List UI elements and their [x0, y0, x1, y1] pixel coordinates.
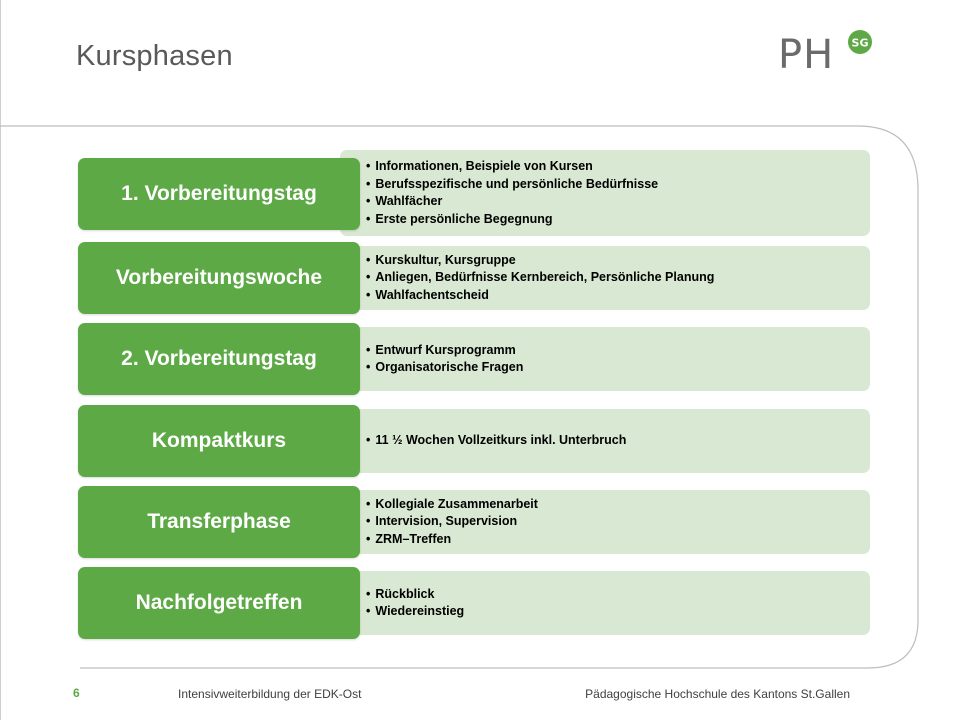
- phase-details-4: [340, 409, 870, 473]
- detail-item: • Erste persönliche Begegnung: [366, 211, 870, 229]
- footer-course-name: Intensivweiterbildung der EDK-Ost: [178, 687, 362, 701]
- detail-item: • Rückblick: [366, 586, 870, 604]
- phase-box-6: Nachfolgetreffen: [78, 567, 360, 639]
- page-number: 6: [73, 686, 80, 700]
- svg-text:SG: SG: [851, 36, 869, 50]
- detail-item: • Organisatorische Fragen: [366, 359, 870, 377]
- phase-details-1: [340, 150, 870, 236]
- detail-item: • ZRM–Treffen: [366, 531, 870, 549]
- footer-institution: Pädagogische Hochschule des Kantons St.Gallen: [585, 687, 850, 701]
- phase-details-3: [340, 327, 870, 391]
- phase-box-3: 2. Vorbereitungstag: [78, 323, 360, 395]
- phase-box-1: 1. Vorbereitungstag: [78, 158, 360, 230]
- phase-box-5: Transferphase: [78, 486, 360, 558]
- detail-item: • Anliegen, Bedürfnisse Kernbereich, Persönliche Planung: [366, 269, 870, 287]
- phase-details-2: [340, 246, 870, 310]
- detail-item: • Kollegiale Zusammenarbeit: [366, 496, 870, 514]
- phase-box-4: Kompaktkurs: [78, 405, 360, 477]
- detail-item: • Kurskultur, Kursgruppe: [366, 252, 870, 270]
- phase-details-5: [340, 490, 870, 554]
- svg-text:PH: PH: [778, 32, 835, 74]
- left-border-line: [0, 0, 1, 720]
- detail-item: • Wahlfachentscheid: [366, 287, 870, 305]
- detail-item: • Informationen, Beispiele von Kursen: [366, 158, 870, 176]
- slide-title: Kursphasen: [76, 40, 233, 72]
- phase-details-6: [340, 571, 870, 635]
- ph-sg-logo: [778, 28, 878, 74]
- detail-item: • Entwurf Kursprogramm: [366, 342, 870, 360]
- detail-item: • Intervision, Supervision: [366, 513, 870, 531]
- detail-item: • Berufsspezifische und persönliche Bedürfnisse: [366, 176, 870, 194]
- detail-item: • Wahlfächer: [366, 193, 870, 211]
- detail-item: • 11 ½ Wochen Vollzeitkurs inkl. Unterbruch: [366, 432, 870, 450]
- phase-box-2: Vorbereitungswoche: [78, 242, 360, 314]
- detail-item: • Wiedereinstieg: [366, 603, 870, 621]
